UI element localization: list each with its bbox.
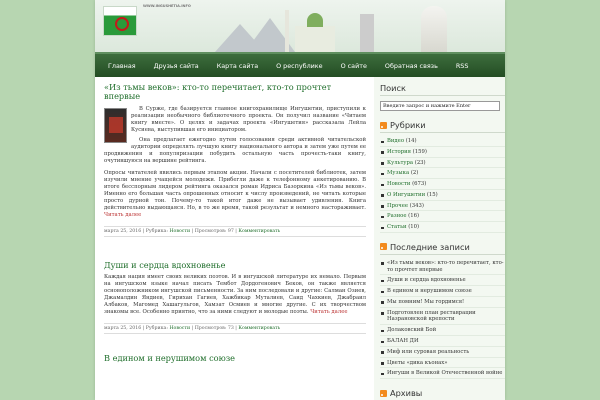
rubric-label: Рубрика: (145, 325, 168, 331)
dome-image (307, 13, 323, 27)
sidebar (374, 77, 505, 400)
ingushetia-flag-logo[interactable] (103, 6, 137, 36)
recent-post-link[interactable]: Души и сердца вдохновенье (380, 277, 505, 286)
recent-post-link[interactable]: Миф или суровая реальность (380, 349, 505, 358)
widget-title: Рубрики (380, 120, 505, 133)
post (104, 261, 366, 334)
main-nav (95, 52, 505, 77)
category-link[interactable]: Новости (169, 325, 191, 331)
rubric-item: История (159) (380, 149, 505, 158)
post-date: марта 25, 2016 (104, 228, 142, 234)
post-meta: марта 25, 2016 | Рубрика: Новости | Просмотров: 73 | Комментировать (104, 323, 366, 334)
post-date: марта 25, 2016 (104, 325, 142, 331)
rss-icon[interactable] (380, 122, 387, 129)
recent-post-link[interactable]: В едином и нерушимом союзе (380, 288, 505, 297)
post-text: Она предлагает ежегодно путем голосования среди активной читательской аудитории определять лучшую книгу национального автора и затем уже путем ее продвижения и популяризации побудить остальную часть прочесть-таки книгу, очутившуюся на вершине рейтинга. (104, 136, 366, 164)
recent-post-link[interactable]: Цветы «дика къонах» (380, 360, 505, 369)
rss-icon[interactable] (380, 390, 387, 397)
post-title[interactable]: «Из тьмы веков»: кто-то перечитает, кто-то прочтет впервые (104, 82, 332, 102)
recent-post-link[interactable]: Долаковский Бой (380, 327, 505, 336)
rubric-item: О Ингушетии (15) (380, 192, 505, 201)
rubrics-list (380, 138, 505, 233)
post-text: В Сурже, где базируется главное книгохранилище Ингушетии, приступили к реализации необычного библиотечного проекта. Он получил название «Читаем книгу вместе». О целях и задачах проекта «Ингушетия» рассказала Лейла Кусиева, выступившая его инициатором. (131, 105, 366, 133)
recent-posts-list (380, 260, 505, 379)
recent-post-link[interactable]: «Из тьмы веков»: кто-то перечитает, кто-то прочтет впервые (380, 260, 505, 276)
views-count: Просмотров: 73 (194, 325, 234, 331)
post (104, 354, 366, 363)
rubric-item: Культура (23) (380, 160, 505, 169)
post-title[interactable]: Души и сердца вдохновенье (104, 259, 226, 270)
views-count: Просмотров: 97 (194, 228, 234, 234)
rubric-item: Статьи (10) (380, 224, 505, 233)
rubric-item: Новости (673) (380, 181, 505, 190)
comment-link[interactable]: Комментировать (238, 325, 281, 331)
post-meta: марта 25, 2016 | Рубрика: Новости | Просмотров: 97 | Комментировать (104, 226, 366, 237)
comment-link[interactable]: Комментировать (238, 228, 281, 234)
recent-post-link[interactable]: БАЛАН ДИ (380, 338, 505, 347)
category-link[interactable]: Новости (169, 228, 191, 234)
post (104, 83, 366, 237)
rubrics-widget (380, 120, 505, 233)
archive-widget (380, 388, 505, 400)
nav-home[interactable]: Главная (108, 61, 136, 70)
tower-image (360, 14, 374, 52)
minaret-image (285, 10, 289, 52)
read-more-link[interactable]: Читать далее (104, 211, 142, 218)
rubric-item: Видео (14) (380, 138, 505, 147)
page-container (95, 0, 505, 400)
site-header (95, 0, 505, 52)
post-text: Каждая нация имеет своих великих поэтов. И в ингушской литературе их немало. Первым на ингушском языке начал писать Тембот Дордогенович Беков, он также является основоположником ингушской письменности. За ним последовали и другие: Салман Озиев, Джамалдин Яндиев, Гирихан Гагиев, Хажбикар Муталиев, Саид Чахкиев, Джабраил Албаков, Магомед Хашагульгов, Хамзат Осмиев и многие другие. С их творчеством знакомы все. Особенно приятно, что за ними следуют и молодые поэты. Читать далее (104, 274, 366, 315)
mosque-image (295, 26, 335, 52)
rubric-label: Рубрика: (145, 228, 168, 234)
site-url: WWW.INGUSHETIA.INFO (143, 4, 191, 8)
search-input[interactable] (380, 101, 500, 111)
main-content (95, 77, 370, 400)
nav-about-republic[interactable]: О республике (276, 61, 323, 70)
nav-friends[interactable]: Друзья сайта (153, 61, 199, 70)
recent-post-link[interactable]: Ингуши в Великой Отечественной войне (380, 370, 505, 379)
nav-about-site[interactable]: О сайте (340, 61, 367, 70)
recent-posts-widget (380, 242, 505, 379)
read-more-link[interactable]: Читать далее (310, 308, 348, 315)
recent-post-link[interactable]: Мы помним! Мы гордимся! (380, 299, 505, 308)
recent-post-link[interactable]: Подготовлен план реставрации Назрановской крепости (380, 310, 505, 326)
search-widget (380, 83, 505, 111)
rubric-item: Разное (16) (380, 213, 505, 222)
widget-title: Архивы (380, 388, 505, 400)
post-title[interactable]: В едином и нерушимом союзе (104, 352, 236, 363)
rubric-item: Прочее (343) (380, 203, 505, 212)
statue-image (421, 6, 447, 52)
nav-sitemap[interactable]: Карта сайта (216, 61, 259, 70)
widget-title: Последние записи (380, 242, 505, 255)
rubric-item: Музыка (2) (380, 170, 505, 179)
rss-icon[interactable] (380, 243, 387, 250)
widget-title: Поиск (380, 83, 505, 96)
post-text: Опросы читателей явились первым этапом акции. Начали с посетителей библиотек, затем изучили мнение учащейся молодежи. Прибегли даже к телефонному анкетированию. В итоге бесспорным лидером рейтинга оказался роман Идриса Базоркина «Из тьмы веков». Именно его большая часть опрошенных относит к числу произведений, не читать которые просто дурной тон. Почему-то такой итог даже не вызывает удивления. Книга действительно выдающаяся. Но, в то же время, такой результат и немного настораживает. Читать далее (104, 169, 366, 218)
nav-feedback[interactable]: Обратная связь (384, 61, 438, 70)
book-cover-image (104, 108, 127, 143)
nav-rss[interactable]: RSS (455, 61, 469, 70)
